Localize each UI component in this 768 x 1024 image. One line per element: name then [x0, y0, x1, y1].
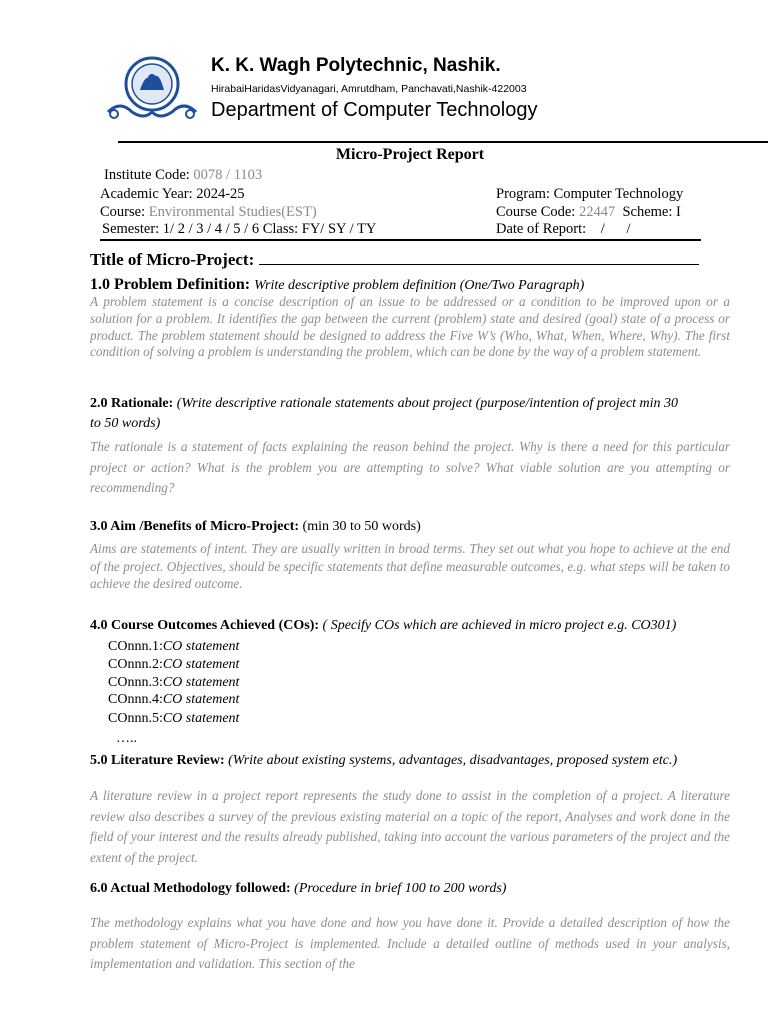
report-title: Micro-Project Report — [335, 146, 485, 163]
date-of-report: Date of Report: / / — [496, 221, 631, 237]
section-3-title: 3.0 Aim /Benefits of Micro-Project: — [90, 519, 300, 534]
co-item: COnnn.4:CO statement — [108, 692, 240, 707]
section-5-body: A literature review in a project report represents the study done to assist in the completion of a project. A literature review also describes a survey of the previous existing material on a topic of the report, Analyses and work done in the field of your interest and the results already published, taking into account the various parameters of the project and the extent of the project. — [90, 788, 730, 865]
section-2-title: 2.0 Rationale: — [90, 396, 174, 411]
section-1-heading — [90, 276, 584, 294]
section-1-title: 1.0 Problem Definition: — [90, 276, 251, 293]
course-code — [496, 204, 681, 221]
title-of-project — [90, 250, 699, 270]
co-item: COnnn.3:CO statement — [108, 675, 240, 690]
title-blank-line[interactable] — [259, 250, 699, 265]
co-item: COnnn.2:CO statement — [108, 657, 240, 672]
section-4-title: 4.0 Course Outcomes Achieved (COs): — [90, 618, 320, 633]
institute-name: K. K. Wagh Polytechnic, Nashik. — [211, 55, 501, 76]
section-6-heading — [90, 881, 506, 897]
section-5-title: 5.0 Literature Review: — [90, 753, 225, 768]
course — [100, 204, 317, 221]
section-2-heading — [90, 396, 678, 412]
section-1-instruction: Write descriptive problem definition (One/Two Paragraph) — [254, 278, 585, 293]
section-3-instruction: (min 30 to 50 words) — [299, 519, 421, 534]
semester-class: Semester: 1/ 2 / 3 / 4 / 5 / 6 Class: FY/ SY / TY — [102, 221, 377, 237]
institute-logo — [100, 54, 204, 124]
program: Program: Computer Technology — [496, 186, 684, 202]
course-code-label: Course Code: — [496, 204, 579, 220]
section-1-body: A problem statement is a concise description of an issue to be addressed or a condition to be improved upon or a solution for a problem. It identifies the gap between the current (problem) state and desired (goal) state of a process or product. The problem statement should be designed to address the Five W’s (Who, What, When, Where, Why). The first condition of solving a problem is understanding the problem, which can be done by the way of a problem statement. — [90, 294, 730, 360]
institute-address: HirabaiHaridasVidyanagari, Amrutdham, Panchavati,Nashik-422003 — [211, 83, 527, 95]
section-5-heading — [90, 753, 677, 769]
section-2-instruction-cont: to 50 words) — [90, 416, 161, 431]
course-label: Course: — [100, 204, 149, 220]
section-2-body: The rationale is a statement of facts explaining the reason behind the project. Why is there a need for this particular project or action? What is the problem you are attempting to solve? What viable solution are you attempting or recommending? — [90, 439, 730, 495]
institute-code-value: 0078 / 1103 — [193, 167, 263, 183]
co-ellipsis: ….. — [116, 731, 137, 746]
header-divider — [118, 141, 768, 143]
section-3-body: Aims are statements of intent. They are usually written in broad terms. They set out what you hope to achieve at the end of the project. Objectives, should be specific statements that define measurable outcomes, e.g. what steps will be taken to achieve the desired outcome. — [90, 541, 730, 591]
section-6-instruction: (Procedure in brief 100 to 200 words) — [290, 881, 507, 896]
section-5-instruction: (Write about existing systems, advantages, disadvantages, proposed system etc.) — [224, 753, 678, 768]
institute-code-label: Institute Code: — [104, 167, 194, 183]
course-value: Environmental Studies(EST) — [148, 204, 317, 220]
department-name: Department of Computer Technology — [211, 99, 538, 121]
co-item: COnnn.5:CO statement — [108, 711, 240, 726]
course-code-value: 22447 — [578, 204, 616, 220]
institute-code — [104, 167, 262, 184]
scheme: Scheme: I — [615, 204, 681, 220]
section-3-heading — [90, 519, 421, 535]
section-4-heading — [90, 618, 676, 634]
section-6-title: 6.0 Actual Methodology followed: — [90, 881, 291, 896]
meta-divider — [100, 239, 701, 241]
section-2-heading-cont — [90, 416, 160, 432]
section-2-instruction: (Write descriptive rationale statements about project (purpose/intention of project min 30 — [176, 396, 679, 411]
title-of-project-label: Title of Micro-Project: — [90, 250, 255, 269]
academic-year: Academic Year: 2024-25 — [100, 186, 245, 202]
co-item: COnnn.1:CO statement — [108, 639, 240, 654]
section-6-body: The methodology explains what you have done and how you have done it. Provide a detailed description of how the problem statement of Micro-Project is implemented. Include a detailed outline of methods used in your analysis, implementation and validation. This section of the — [90, 915, 730, 971]
section-4-instruction: ( Specify COs which are achieved in micro project e.g. CO301) — [319, 618, 677, 633]
